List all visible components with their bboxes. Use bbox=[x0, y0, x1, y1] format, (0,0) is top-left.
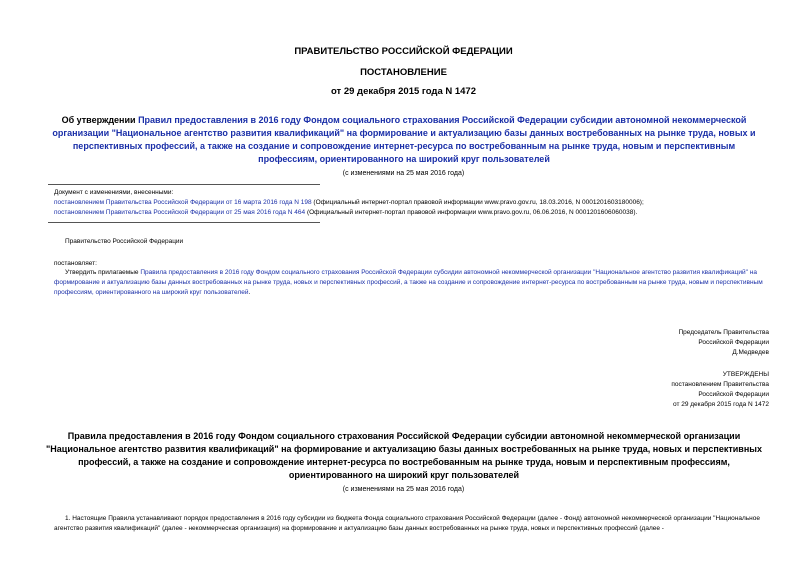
approve-prefix: Утвердить прилагаемые bbox=[65, 269, 141, 276]
signature-name: Д.Медведев bbox=[732, 349, 769, 356]
changes-heading: Документ с изменениями, внесенными: bbox=[54, 189, 174, 196]
government-heading: ПРАВИТЕЛЬСТВО РОССИЙСКОЙ ФЕДЕРАЦИИ bbox=[294, 46, 513, 57]
signature-country: Российской Федерации bbox=[698, 339, 769, 346]
change-source: (Официальный интернет-портал правовой информации www.pravo.gov.ru, 18.03.2016, N 0001201603180006); bbox=[311, 199, 644, 206]
approved-block bbox=[500, 370, 769, 410]
approve-rules-link[interactable]: Правила предоставления в 2016 году Фондом социального страхования Российской Федерации субсидии автономной некоммерческой организации "Национальное агентство развития квалификаций" на формирование и актуализацию базы данных востребованных на рынке труда, новых и перспективных профессий, а также на создание и сопровождение интернет-ресурса по востребованным на рынке труда, новым и перспективным профессиям, ориентированного на широкий круг пользователей bbox=[54, 269, 763, 296]
approve-suffix: . bbox=[248, 289, 251, 296]
changes-block bbox=[54, 188, 784, 218]
rules-revision-note: (с изменениями на 25 мая 2016 года) bbox=[342, 486, 465, 493]
document-date-number: от 29 декабря 2015 года N 1472 bbox=[330, 86, 476, 97]
approved-label: УТВЕРЖДЕНЫ bbox=[722, 371, 769, 378]
rules-title: Правила предоставления в 2016 году Фондом социального страхования Российской Федерации субсидии автономной некоммерческой организации "Национальное агентство развития квалификаций" на формирование и актуализацию базы данных востребованных на рынке труда, новых и перспективных профессий, а также на создание и сопровождение интернет-ресурса по востребованным на рынке труда, новым и перспективным профессиям, ориентированного на широкий круг пользователей bbox=[46, 431, 762, 480]
approved-date: от 29 декабря 2015 года N 1472 bbox=[672, 401, 769, 408]
issuer: Правительство Российской Федерации bbox=[65, 238, 184, 245]
divider-top bbox=[48, 184, 320, 185]
rules-paragraph-1: 1. Настоящие Правила устанавливают порядок предоставления в 2016 году субсидии из бюджета Фонда социального страхования Российской Федерации (далее - Фонд) автономной некоммерческой организации "Национальное агентство развития квалификаций" (далее - некоммерческая организация) на формирование и актуализацию базы данных востребованных на рынке труда, новых и перспективных профессий (далее - bbox=[54, 515, 760, 532]
decides-label: постановляет: bbox=[54, 260, 97, 267]
signature-block bbox=[500, 328, 769, 358]
change-item bbox=[54, 208, 784, 218]
change-source: (Официальный интернет-портал правовой информации www.pravo.gov.ru, 06.06.2016, N 0001201606060038). bbox=[305, 209, 638, 216]
approve-paragraph bbox=[54, 268, 766, 298]
approved-country: Российской Федерации bbox=[698, 391, 769, 398]
approved-by: постановлением Правительства bbox=[671, 381, 769, 388]
revision-note: (с изменениями на 25 мая 2016 года) bbox=[342, 170, 465, 177]
divider-bottom bbox=[48, 222, 320, 223]
signature-position: Председатель Правительства bbox=[678, 329, 769, 336]
title-rules-link[interactable]: Правил предоставления в 2016 году Фондом социального страхования Российской Федерации субсидии автономной некоммерческой организации "Национальное агентство развития квалификаций" на формирование и актуализацию базы данных востребованных на рынке труда, новых и перспективных профессий, а также на создание и сопровождение интернет-ресурса по востребованным на рынке труда, новым и перспективным профессиям, ориентированного на широкий круг пользователей bbox=[52, 115, 756, 164]
title-prefix: Об утверждении bbox=[61, 115, 139, 125]
document-type: ПОСТАНОВЛЕНИЕ bbox=[360, 67, 447, 78]
change-item bbox=[54, 198, 784, 208]
document-title bbox=[44, 114, 764, 166]
change-link-464[interactable]: постановлением Правительства Российской Федерации от 25 мая 2016 года N 464 bbox=[54, 209, 306, 216]
change-link-198[interactable]: постановлением Правительства Российской Федерации от 16 марта 2016 года N 198 bbox=[54, 199, 312, 206]
